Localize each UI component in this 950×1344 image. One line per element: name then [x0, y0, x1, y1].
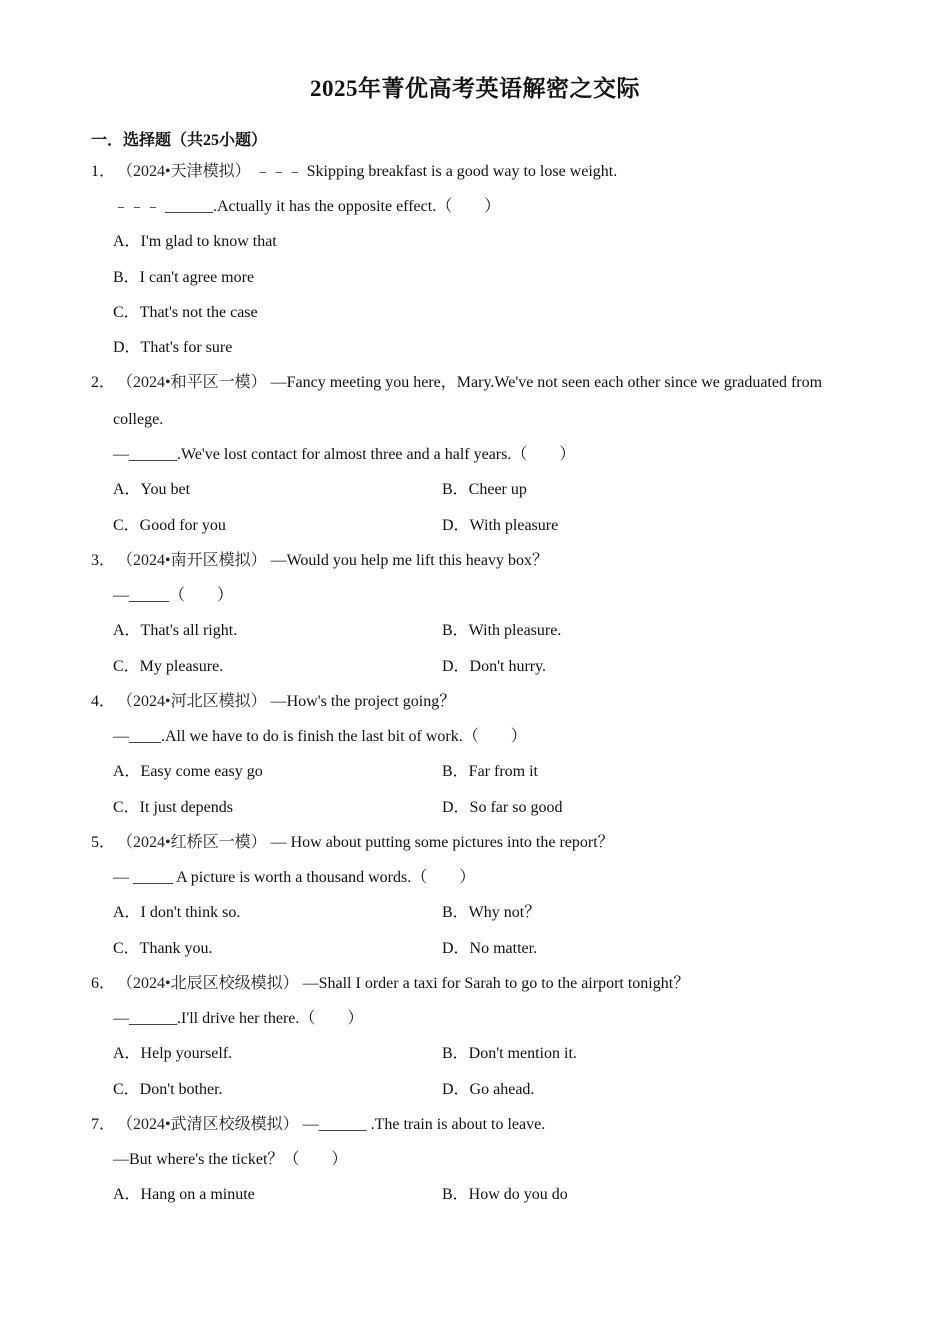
question-stem: —Shall I order a taxi for Sarah to go to the airport tonight？ [302, 975, 690, 992]
question-2-stem-continued: college. [113, 411, 164, 428]
question-3 [91, 551, 548, 571]
option-b: B．With pleasure. [442, 622, 562, 639]
option-a: A．Help yourself. [113, 1045, 233, 1062]
question-stem: ﹣﹣﹣ Skipping breakfast is a good way to lose weight. [254, 163, 618, 180]
option-b: B．Why not？ [442, 904, 541, 921]
option-d: D．With pleasure [442, 517, 559, 534]
question-number: 5． [91, 834, 116, 851]
question-source: （2024•红桥区一模） [117, 834, 267, 851]
question-source: （2024•和平区一模） [117, 374, 267, 391]
question-source: （2024•天津模拟） [117, 163, 251, 180]
question-number: 6． [91, 975, 116, 992]
option-b: B．Far from it [442, 763, 538, 780]
question-number: 2． [91, 374, 116, 391]
question-7-response: —But where's the ticket？（ ） [113, 1151, 348, 1168]
question-number: 4． [91, 693, 116, 710]
question-3-response: —_____（ ） [113, 587, 234, 604]
question-6-response: —______.I'll drive her there.（ ） [113, 1010, 364, 1027]
page-title: 2025年菁优高考英语解密之交际 [310, 76, 640, 101]
question-5-response: — _____ A picture is worth a thousand words.（ ） [113, 869, 476, 886]
question-6 [91, 974, 689, 994]
option-a: A．That's all right. [113, 622, 238, 639]
question-source: （2024•武清区校级模拟） [117, 1116, 299, 1133]
option-a: A．I don't think so. [113, 904, 241, 921]
question-source: （2024•河北区模拟） [117, 693, 267, 710]
option-c: C．My pleasure. [113, 658, 224, 675]
option-c: C．That's not the case [113, 304, 258, 321]
option-d: D．Go ahead. [442, 1081, 535, 1098]
question-number: 7． [91, 1116, 116, 1133]
option-c: C．It just depends [113, 799, 233, 816]
question-source: （2024•南开区模拟） [117, 552, 267, 569]
question-4-response: —____.All we have to do is finish the last bit of work.（ ） [113, 728, 527, 745]
option-a: A．You bet [113, 481, 191, 498]
option-d: D．No matter. [442, 940, 538, 957]
option-c: C．Thank you. [113, 940, 213, 957]
question-1-response: ﹣﹣﹣ ______.Actually it has the opposite effect.（ ） [113, 198, 501, 215]
question-stem: —______ .The train is about to leave. [302, 1116, 546, 1133]
question-2-response: —______.We've lost contact for almost three and a half years.（ ） [113, 446, 576, 463]
option-b: B．I can't agree more [113, 269, 255, 286]
option-a: A．Easy come easy go [113, 763, 263, 780]
question-stem: —How's the project going？ [270, 693, 456, 710]
question-source: （2024•北辰区校级模拟） [117, 975, 299, 992]
question-2 [91, 373, 822, 393]
question-5 [91, 833, 614, 853]
question-stem: —Fancy meeting you here，Mary.We've not seen each other since we graduated from [270, 374, 823, 391]
option-a: A．I'm glad to know that [113, 233, 277, 250]
option-b: B．Cheer up [442, 481, 527, 498]
option-d: D．That's for sure [113, 339, 233, 356]
section-heading: 一．选择题（共25小题） [91, 132, 268, 149]
option-d: D．Don't hurry. [442, 658, 547, 675]
option-a: A．Hang on a minute [113, 1186, 255, 1203]
question-stem: —Would you help me lift this heavy box？ [270, 552, 548, 569]
option-c: C．Don't bother. [113, 1081, 223, 1098]
option-c: C．Good for you [113, 517, 226, 534]
option-d: D．So far so good [442, 799, 563, 816]
question-number: 1． [91, 163, 116, 180]
question-4 [91, 692, 455, 712]
option-b: B．How do you do [442, 1186, 568, 1203]
question-stem: — How about putting some pictures into the report？ [270, 834, 614, 851]
option-b: B．Don't mention it. [442, 1045, 577, 1062]
question-1 [91, 162, 617, 182]
question-number: 3． [91, 552, 116, 569]
question-7 [91, 1115, 545, 1135]
